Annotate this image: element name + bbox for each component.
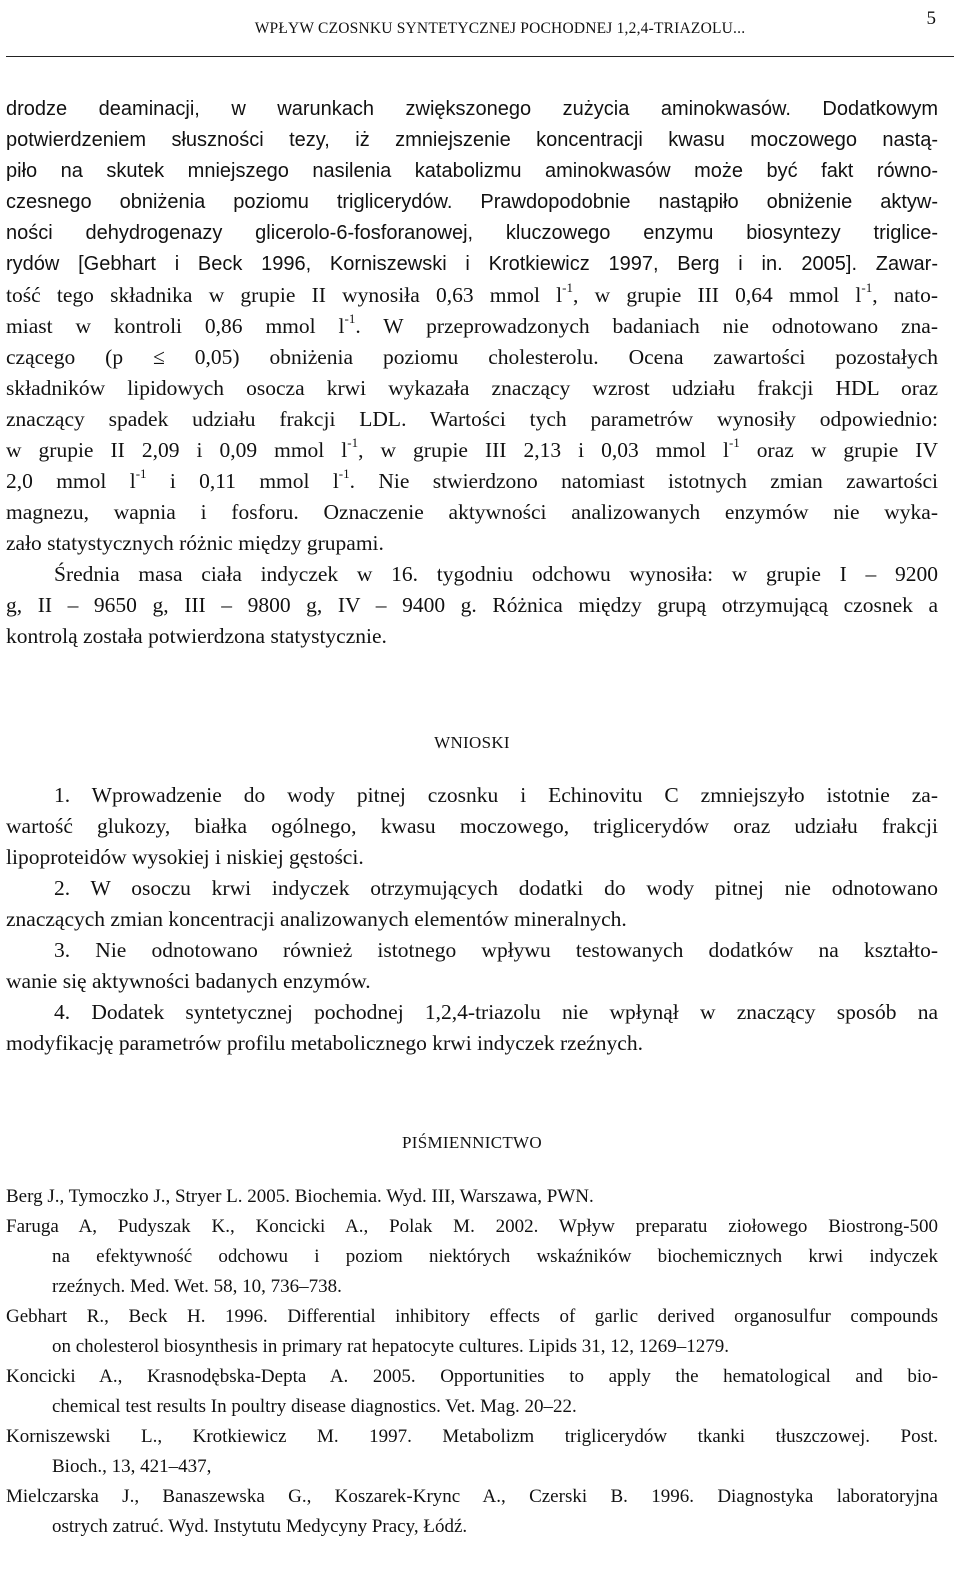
reference-continuation: ostrych zatruć. Wyd. Instytutu Medycyny Pracy, Łódź. [52,1516,468,1537]
text-segment: tość tego składnika w grupie II wynosiła 0,63 mmol l [6,283,563,307]
text-line [6,280,938,311]
header-rule [6,56,954,57]
text-line: rydów [Gebhart i Beck 1996, Korniszewski i Krotkiewicz 1997, Berg i in. 2005]. Zawar- [6,253,938,275]
text-line: 3. Nie odnotowano również istotnego wpływu testowanych dodatków na kształto- [54,938,938,962]
text-line: lipoproteidów wysokiej i niskiej gęstości. [6,845,364,869]
text-segment: oraz w grupie IV [739,438,938,462]
text-line: znaczących zmian koncentracji analizowanych elementów mineralnych. [6,907,627,931]
paragraph-body-weight [6,559,938,652]
text-line [6,311,938,342]
text-line: kontrolą została potwierdzona statystycznie. [6,624,387,648]
text-segment: , w grupie III 2,13 i 0,03 mmol l [358,438,729,462]
running-title: WPŁYW CZOSNKU SYNTETYCZNEJ POCHODNEJ 1,2,4-TRIAZOLU... [254,20,746,37]
text-line: czesnego obniżenia poziomu triglicerydów. Prawdopodobnie nastąpiło obniżenie aktyw- [6,191,938,213]
reference-entry: Berg J., Tymoczko J., Stryer L. 2005. Biochemia. Wyd. III, Warszawa, PWN. [6,1186,594,1207]
superscript: -1 [135,465,147,481]
text-line [6,466,938,497]
page-header [0,0,960,60]
reference-entry: Koncicki A., Krasnodębska-Depta A. 2005. Opportunities to apply the hematological and bio- [6,1366,938,1387]
text-line [6,435,938,466]
text-segment: w grupie II 2,09 i 0,09 mmol l [6,438,348,462]
superscript: -1 [344,310,356,326]
text-segment: . W przeprowadzonych badaniach nie odnotowano zna- [355,314,938,338]
section-conclusions [6,727,938,1059]
section-heading: PIŚMIENNICTWO [402,1133,542,1152]
text-line: 4. Dodatek syntetycznej pochodnej 1,2,4-triazolu nie wpłynął w znaczący sposób na [54,1000,938,1024]
page-number: 5 [926,8,936,29]
text-line: Średnia masa ciała indyczek w 16. tygodniu odchowu wynosiła: w grupie I – 9200 [54,562,938,586]
section-heading: WNIOSKI [434,733,510,752]
text-line: modyfikację parametrów profilu metabolicznego krwi indyczek rzeźnych. [6,1031,643,1055]
text-line: piło na skutek mniejszego nasilenia katabolizmu aminokwasów może być fakt równo- [6,160,938,182]
text-segment: . Nie stwierdzono natomiast istotnych zmian zawartości [349,469,938,493]
text-line: drodze deaminacji, w warunkach zwiększonego zużycia aminokwasów. Dodatkowym [6,98,938,120]
text-line: czącego (p ≤ 0,05) obniżenia poziomu cholesterolu. Ocena zawartości pozostałych [6,345,938,369]
text-segment: 2,0 mmol l [6,469,136,493]
text-line: g, II – 9650 g, III – 9800 g, IV – 9400 g. Różnica między grupą otrzymującą czosnek a [6,593,938,617]
text-line: znaczący spadek udziału frakcji LDL. Wartości tych parametrów wynosiły odpowiednio: [6,407,938,431]
text-line: wanie się aktywności badanych enzymów. [6,969,371,993]
text-segment: miast w kontroli 0,86 mmol l [6,314,345,338]
superscript: -1 [861,279,873,295]
text-segment: , w grupie III 0,64 mmol l [573,283,862,307]
superscript: -1 [338,465,350,481]
body-text [6,94,938,1542]
text-line: 2. W osoczu krwi indyczek otrzymujących dodatki do wody pitnej nie odnotowano [54,876,938,900]
reference-continuation: chemical test results In poultry disease diagnostics. Vet. Mag. 20–22. [52,1396,577,1417]
text-segment: , nato- [872,283,938,307]
section-references [6,1127,938,1542]
text-line: magnezu, wapnia i fosforu. Oznaczenie aktywności analizowanych enzymów nie wyka- [6,500,938,524]
reference-entry: Mielczarska J., Banaszewska G., Koszarek-Krync A., Czerski B. 1996. Diagnostyka laboratoryjna [6,1486,938,1507]
text-line: zało statystycznych różnic między grupami. [6,531,384,555]
text-line: składników lipidowych osocza krwi wykazała znaczący wzrost udziału frakcji HDL oraz [6,376,938,400]
reference-entry: Faruga A, Pudyszak K., Koncicki A., Polak M. 2002. Wpływ preparatu ziołowego Biostrong-500 [6,1216,938,1237]
text-line: potwierdzeniem słuszności tezy, iż zmniejszenie koncentracji kwasu moczowego nastą- [6,129,938,151]
reference-entry: Gebhart R., Beck H. 1996. Differential inhibitory effects of garlic derived organosulfur compounds [6,1306,938,1327]
superscript: -1 [562,279,573,295]
reference-entry: Korniszewski L., Krotkiewicz M. 1997. Metabolizm triglicerydów tkanki tłuszczowej. Post. [6,1426,938,1447]
text-segment: i 0,11 mmol l [146,469,339,493]
superscript: -1 [347,434,359,450]
paragraph-results-discussion [6,94,938,559]
reference-continuation: Bioch., 13, 421–437, [52,1456,212,1477]
reference-continuation: na efektywność odchowu i poziom niektórych wskaźników biochemicznych krwi indyczek [52,1246,938,1267]
reference-continuation: on cholesterol biosynthesis in primary rat hepatocyte cultures. Lipids 31, 12, 1269–1279. [52,1336,730,1357]
superscript: -1 [728,434,740,450]
text-line: wartość glukozy, białka ogólnego, kwasu moczowego, triglicerydów oraz udziału frakcji [6,814,938,838]
text-line: ności dehydrogenazy glicerolo-6-fosforanowej, kluczowego enzymu biosyntezy triglice- [6,222,938,244]
reference-continuation: rzeźnych. Med. Wet. 58, 10, 736–738. [52,1276,342,1297]
text-line: 1. Wprowadzenie do wody pitnej czosnku i Echinovitu C zmniejszyło istotnie za- [54,783,938,807]
